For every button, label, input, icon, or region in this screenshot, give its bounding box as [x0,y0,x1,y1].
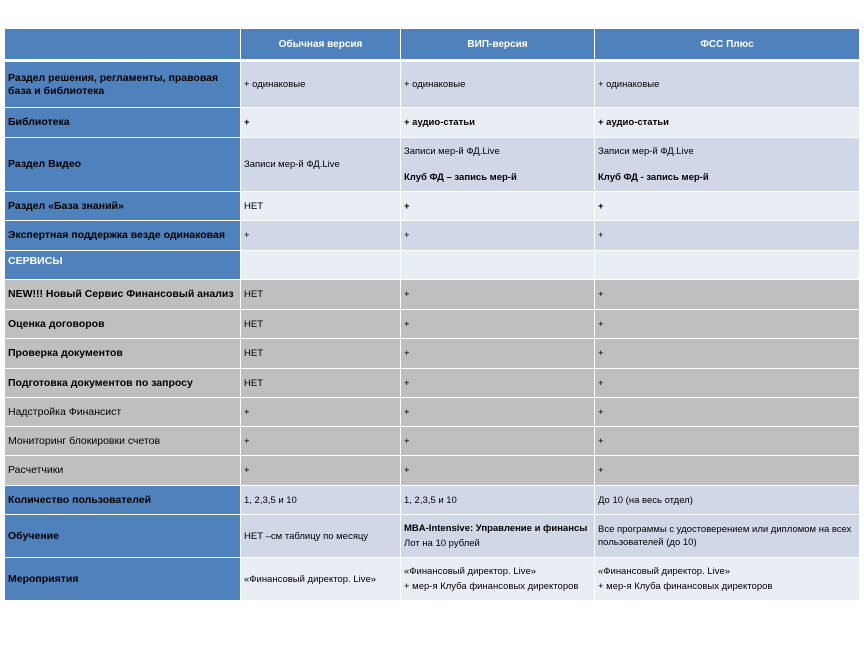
table-row [5,456,860,486]
cell-line: Клуб ФД - запись мер-й [598,172,709,183]
cell: + [241,456,401,486]
cell-line: Клуб ФД – запись мер-й [404,172,517,183]
cell: + [595,339,860,369]
cell-line: + мер-я Клуба финансовых директоров [598,581,773,592]
cell-line: «Финансовый директор. Live» [404,566,537,577]
comparison-table [4,28,860,601]
cell: + аудио-статьи [401,108,595,138]
table-row [5,280,860,310]
section-row-services [5,251,860,280]
table-row [5,558,860,601]
cell: + [595,427,860,456]
cell: НЕТ [241,192,401,221]
cell-line: Записи мер-й ФД.Live [404,146,500,157]
cell [401,251,595,280]
cell: + [595,456,860,486]
row-label: Раздел «База знаний» [5,192,241,221]
row-label: Проверка документов [5,339,241,369]
cell-line: + мер-я Клуба финансовых директоров [404,581,579,592]
row-label: Расчетчики [5,456,241,486]
cell [401,515,595,558]
table-row [5,61,860,108]
row-label: Раздел Видео [5,138,241,192]
row-label: Мониторинг блокировки счетов [5,427,241,456]
cell: + [401,221,595,251]
cell: + одинаковые [595,61,860,108]
cell: + [595,398,860,427]
cell [595,558,860,601]
cell: + аудио-статьи [595,108,860,138]
cell-line: Записи мер-й ФД.Live [598,146,694,157]
cell: «Финансовый директор. Live» [241,558,401,601]
cell: + [401,398,595,427]
row-label: Библиотека [5,108,241,138]
cell: + [595,280,860,310]
cell: + [241,398,401,427]
table-row [5,221,860,251]
cell: До 10 (на весь отдел) [595,486,860,515]
cell: + [595,369,860,398]
cell: + [401,280,595,310]
table-row [5,138,860,192]
table-row [5,369,860,398]
row-label: Оценка договоров [5,310,241,339]
cell: 1, 2,3,5 и 10 [241,486,401,515]
section-title: СЕРВИСЫ [5,251,241,280]
cell: + [401,427,595,456]
cell: НЕТ [241,369,401,398]
cell: + [595,310,860,339]
table-row [5,108,860,138]
cell: НЕТ [241,339,401,369]
table-row [5,192,860,221]
row-label: Раздел решения, регламенты, правовая база и библиотека [5,61,241,108]
cell: + [595,192,860,221]
header-fss-plus: ФСС Плюс [595,29,860,61]
row-label: Мероприятия [5,558,241,601]
cell: НЕТ [241,310,401,339]
cell [241,251,401,280]
row-label: NEW!!! Новый Сервис Финансовый анализ [5,280,241,310]
row-label: Количество пользователей [5,486,241,515]
table-row [5,339,860,369]
cell [595,138,860,192]
row-label: Экспертная поддержка везде одинаковая [5,221,241,251]
cell: + [401,369,595,398]
cell-line: Лот на 10 рублей [404,538,480,549]
table-row [5,310,860,339]
cell: + [241,221,401,251]
table-row [5,486,860,515]
cell: Все программы с удостоверением или дипломом на всех пользователей (до 10) [595,515,860,558]
cell: + [401,192,595,221]
cell: + одинаковые [401,61,595,108]
cell: + одинаковые [241,61,401,108]
cell: НЕТ –см таблицу по месяцу [241,515,401,558]
table-row [5,515,860,558]
cell: + [401,339,595,369]
cell [401,138,595,192]
cell: + [241,108,401,138]
cell: + [401,456,595,486]
cell: + [595,221,860,251]
cell [595,251,860,280]
cell: 1, 2,3,5 и 10 [401,486,595,515]
cell: + [241,427,401,456]
header-empty [5,29,241,61]
cell: Записи мер-й ФД.Live [241,138,401,192]
table-row [5,398,860,427]
row-label: Подготовка документов по запросу [5,369,241,398]
cell-line: MBA-Intensive: Управление и финансы [404,523,588,534]
header-row [5,29,860,61]
cell: НЕТ [241,280,401,310]
cell-line: «Финансовый директор. Live» [598,566,731,577]
row-label: Обучение [5,515,241,558]
table-row [5,427,860,456]
header-vip: ВИП-версия [401,29,595,61]
header-regular: Обычная версия [241,29,401,61]
cell [401,558,595,601]
cell: + [401,310,595,339]
row-label: Надстройка Финансист [5,398,241,427]
